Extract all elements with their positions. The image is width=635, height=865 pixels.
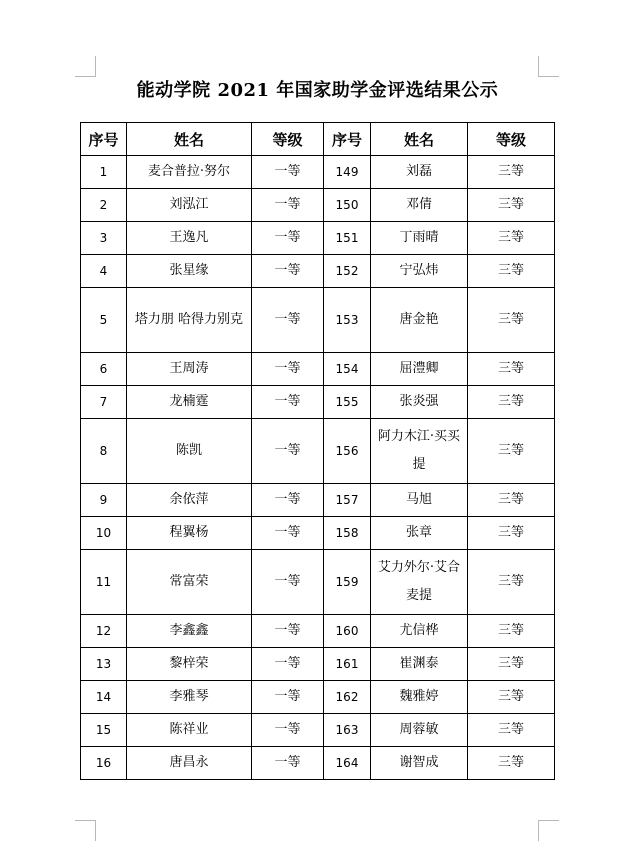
cell-name-left: 张星缘 [127, 255, 252, 288]
cell-grade-left: 一等 [252, 517, 324, 550]
cell-grade-right: 三等 [468, 517, 555, 550]
table-row [81, 189, 555, 222]
cell-name-left: 刘泓江 [127, 189, 252, 222]
cell-index-left: 4 [81, 255, 127, 288]
cell-index-left: 15 [81, 714, 127, 747]
cell-name-left: 李雅琴 [127, 681, 252, 714]
cell-name-right: 艾力外尔·艾合麦提 [371, 550, 468, 615]
cell-name-right: 屈澧卿 [371, 353, 468, 386]
cell-grade-right: 三等 [468, 386, 555, 419]
cell-name-left: 黎梓荣 [127, 648, 252, 681]
cell-index-right: 150 [324, 189, 371, 222]
page-corner-mark-top-right [538, 56, 559, 77]
cell-name-right: 张炎强 [371, 386, 468, 419]
cell-index-right: 160 [324, 615, 371, 648]
cell-index-left: 7 [81, 386, 127, 419]
cell-grade-right: 三等 [468, 353, 555, 386]
cell-index-left: 6 [81, 353, 127, 386]
cell-index-right: 149 [324, 156, 371, 189]
cell-grade-left: 一等 [252, 484, 324, 517]
header-grade-right: 等级 [468, 123, 555, 156]
table-row [81, 484, 555, 517]
cell-grade-right: 三等 [468, 615, 555, 648]
cell-grade-left: 一等 [252, 419, 324, 484]
cell-grade-left: 一等 [252, 615, 324, 648]
cell-index-right: 152 [324, 255, 371, 288]
header-name-right: 姓名 [371, 123, 468, 156]
page-corner-mark-top-left [75, 56, 96, 77]
cell-name-left: 陈祥业 [127, 714, 252, 747]
cell-grade-left: 一等 [252, 386, 324, 419]
cell-name-left: 李鑫鑫 [127, 615, 252, 648]
cell-grade-left: 一等 [252, 648, 324, 681]
cell-index-right: 159 [324, 550, 371, 615]
cell-index-left: 13 [81, 648, 127, 681]
cell-name-left: 唐昌永 [127, 747, 252, 780]
table-row [81, 517, 555, 550]
grant-result-table [80, 122, 555, 780]
cell-grade-right: 三等 [468, 288, 555, 353]
header-name-left: 姓名 [127, 123, 252, 156]
cell-name-right: 周蓉敏 [371, 714, 468, 747]
table-row [81, 156, 555, 189]
cell-index-right: 153 [324, 288, 371, 353]
cell-grade-right: 三等 [468, 156, 555, 189]
cell-name-right: 阿力木江·买买提 [371, 419, 468, 484]
cell-name-left: 王逸凡 [127, 222, 252, 255]
table-row [81, 550, 555, 615]
cell-index-left: 16 [81, 747, 127, 780]
table-row [81, 419, 555, 484]
cell-index-left: 10 [81, 517, 127, 550]
cell-grade-left: 一等 [252, 156, 324, 189]
cell-index-left: 11 [81, 550, 127, 615]
cell-name-right: 邓倩 [371, 189, 468, 222]
header-index-left: 序号 [81, 123, 127, 156]
cell-index-left: 12 [81, 615, 127, 648]
cell-grade-right: 三等 [468, 714, 555, 747]
page-corner-mark-bottom-right [538, 820, 559, 841]
table-row [81, 714, 555, 747]
cell-index-right: 156 [324, 419, 371, 484]
cell-name-right: 谢智成 [371, 747, 468, 780]
header-index-right: 序号 [324, 123, 371, 156]
cell-grade-right: 三等 [468, 419, 555, 484]
table-row [81, 353, 555, 386]
table-row [81, 222, 555, 255]
cell-index-left: 2 [81, 189, 127, 222]
cell-grade-left: 一等 [252, 714, 324, 747]
cell-index-left: 8 [81, 419, 127, 484]
cell-index-right: 163 [324, 714, 371, 747]
cell-index-right: 154 [324, 353, 371, 386]
cell-index-right: 161 [324, 648, 371, 681]
cell-grade-left: 一等 [252, 353, 324, 386]
table-body [81, 156, 555, 780]
table-row [81, 747, 555, 780]
cell-name-right: 宁弘炜 [371, 255, 468, 288]
cell-name-left: 龙楠霆 [127, 386, 252, 419]
cell-name-left: 程翼杨 [127, 517, 252, 550]
cell-name-left: 塔力朋 哈得力别克 [127, 288, 252, 353]
cell-grade-right: 三等 [468, 550, 555, 615]
table-row [81, 648, 555, 681]
cell-grade-right: 三等 [468, 681, 555, 714]
cell-grade-right: 三等 [468, 255, 555, 288]
cell-index-right: 151 [324, 222, 371, 255]
cell-name-left: 麦合普拉·努尔 [127, 156, 252, 189]
cell-grade-left: 一等 [252, 222, 324, 255]
cell-grade-right: 三等 [468, 747, 555, 780]
cell-index-left: 14 [81, 681, 127, 714]
cell-index-left: 5 [81, 288, 127, 353]
page-corner-mark-bottom-left [75, 820, 96, 841]
cell-index-right: 155 [324, 386, 371, 419]
cell-index-right: 164 [324, 747, 371, 780]
cell-name-left: 余依萍 [127, 484, 252, 517]
cell-grade-left: 一等 [252, 255, 324, 288]
cell-grade-left: 一等 [252, 189, 324, 222]
table-row [81, 615, 555, 648]
cell-name-right: 丁雨晴 [371, 222, 468, 255]
table-row [81, 681, 555, 714]
cell-index-right: 162 [324, 681, 371, 714]
cell-name-right: 张章 [371, 517, 468, 550]
header-grade-left: 等级 [252, 123, 324, 156]
cell-name-left: 常富荣 [127, 550, 252, 615]
cell-name-left: 王周涛 [127, 353, 252, 386]
table-row [81, 255, 555, 288]
cell-grade-right: 三等 [468, 648, 555, 681]
cell-name-right: 魏雅婷 [371, 681, 468, 714]
cell-index-right: 158 [324, 517, 371, 550]
cell-grade-left: 一等 [252, 550, 324, 615]
cell-name-right: 尤信桦 [371, 615, 468, 648]
cell-grade-right: 三等 [468, 222, 555, 255]
cell-name-left: 陈凯 [127, 419, 252, 484]
document-title: 能动学院 2021 年国家助学金评选结果公示 [136, 80, 499, 101]
cell-grade-right: 三等 [468, 189, 555, 222]
table-row [81, 288, 555, 353]
cell-grade-left: 一等 [252, 747, 324, 780]
table-header-row [81, 123, 555, 156]
cell-name-right: 刘磊 [371, 156, 468, 189]
cell-index-left: 1 [81, 156, 127, 189]
cell-index-right: 157 [324, 484, 371, 517]
cell-index-left: 3 [81, 222, 127, 255]
cell-name-right: 唐金艳 [371, 288, 468, 353]
cell-grade-left: 一等 [252, 288, 324, 353]
cell-grade-left: 一等 [252, 681, 324, 714]
cell-index-left: 9 [81, 484, 127, 517]
cell-grade-right: 三等 [468, 484, 555, 517]
table-row [81, 386, 555, 419]
cell-name-right: 马旭 [371, 484, 468, 517]
cell-name-right: 崔渊泰 [371, 648, 468, 681]
